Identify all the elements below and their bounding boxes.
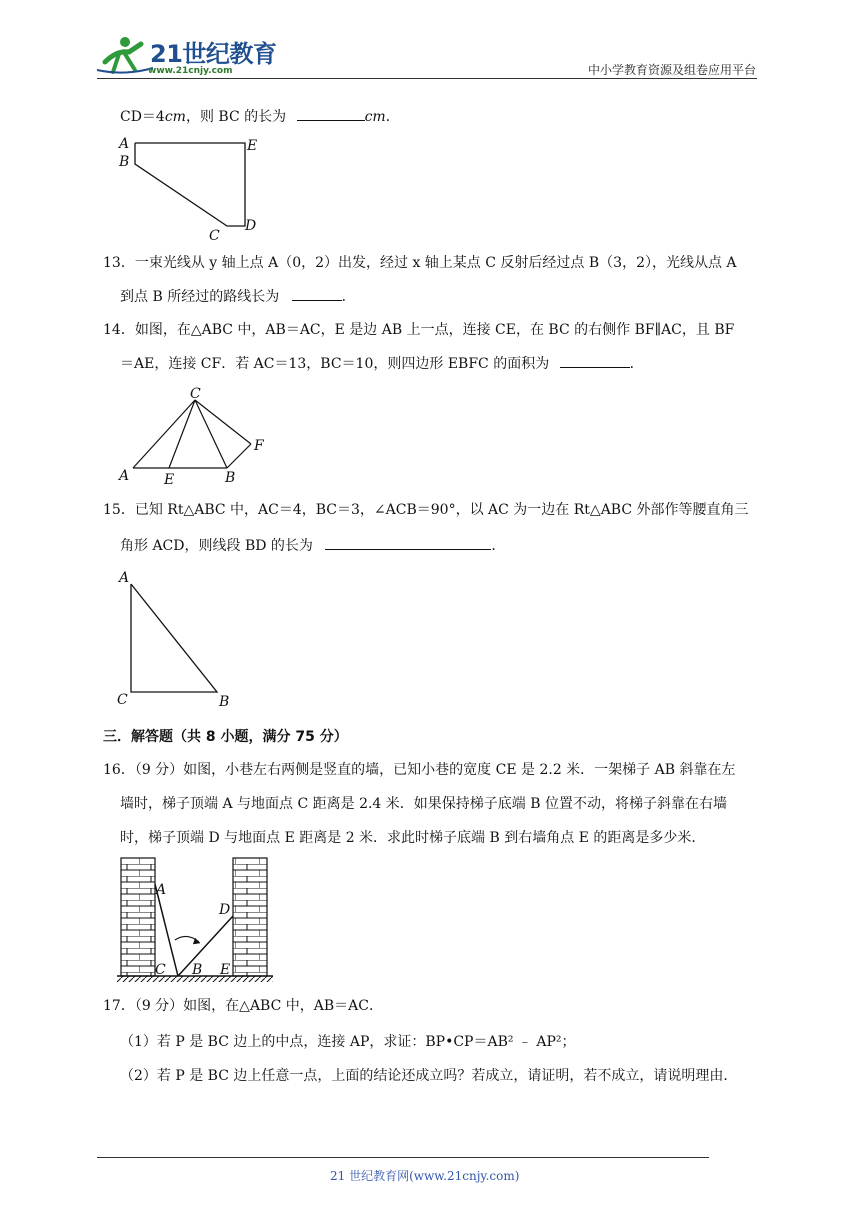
- q17-part2: （2）若 P 是 BC 边上任意一点，上面的结论还成立吗？若成立，请证明，若不成立，请说明理由．: [120, 1068, 738, 1084]
- q15-label-a: A: [119, 570, 130, 586]
- q15-answer-blank[interactable]: [325, 535, 491, 550]
- platform-name: 中小学教育资源及组卷应用平台: [587, 63, 756, 77]
- q16-line2: 墙时，梯子顶端 A 与地面点 C 距离是 2.4 米．如果保持梯子底端 B 位置不动，将梯子斜靠在右墙: [120, 796, 727, 812]
- q15-line1: [103, 500, 749, 520]
- q15-text2: 角形 ACD，则线段 BD 的长为: [120, 538, 313, 554]
- q17-text1: （9 分）如图，在△ABC 中，AB＝AC．: [134, 998, 383, 1014]
- q12-label-e: E: [247, 138, 258, 154]
- q15-label-b: B: [219, 694, 230, 710]
- q15-figure: [113, 566, 243, 710]
- logo-text: 21世纪教育: [150, 40, 277, 68]
- q14-text2: ＝AE，连接 CF．若 AC＝13，BC＝10，则四边形 EBFC 的面积为: [120, 356, 550, 372]
- q17-part1: （1）若 P 是 BC 边上的中点，连接 AP，求证：BP•CP＝AB² ﹣ AP²；: [120, 1034, 576, 1050]
- q12-figure: [115, 134, 265, 244]
- logo-url: www.21cnjy.com: [148, 66, 233, 76]
- q14-end: ．: [629, 356, 644, 372]
- q14-label-a: A: [119, 468, 130, 484]
- q15-line2: [120, 535, 505, 556]
- q16-label-b: B: [192, 962, 203, 978]
- q13-line2: [120, 286, 356, 307]
- q16-number: 16．: [103, 762, 135, 778]
- q14-label-f: F: [254, 438, 264, 454]
- q12-label-a: A: [119, 136, 130, 152]
- section3-title: 三．解答题（共 8 小题，满分 75 分）: [103, 729, 348, 745]
- header-divider: [97, 78, 757, 79]
- q13-number: 13．: [103, 255, 135, 271]
- q16-label-e: E: [220, 962, 231, 978]
- runner-logo-icon: [95, 32, 155, 76]
- q16-label-d: D: [219, 902, 231, 918]
- q14-label-e: E: [164, 472, 175, 488]
- q14-line1: [103, 320, 734, 340]
- q12-label-d: D: [245, 218, 257, 234]
- q17-number: 17．: [103, 998, 135, 1014]
- q12-label-c: C: [209, 228, 220, 244]
- q16-line3: 时，梯子顶端 D 与地面点 E 距离是 2 米．求此时梯子底端 B 到右墙角点 E 的距离是多少米．: [120, 830, 706, 846]
- q16-line1: [103, 760, 735, 780]
- footer-text: 21 世纪教育网(www.21cnjy.com): [330, 1169, 520, 1183]
- q12-label-b: B: [119, 154, 130, 170]
- q16-label-a: A: [156, 882, 167, 898]
- q13-line1: [103, 253, 737, 273]
- q15-end: ．: [491, 538, 506, 554]
- q12-prefix: CD＝4: [120, 109, 165, 125]
- q16-figure: [115, 852, 275, 988]
- q15-text1: 已知 Rt△ABC 中，AC＝4，BC＝3，∠ACB＝90°，以 AC 为一边在 Rt△ABC 外部作等腰直角三: [134, 502, 749, 518]
- q13-answer-blank[interactable]: [292, 286, 342, 301]
- q13-end: ．: [341, 289, 356, 305]
- footer-divider: [97, 1157, 709, 1158]
- q14-line2: [120, 353, 644, 374]
- q12-end: ．: [385, 109, 400, 125]
- q14-label-c: C: [190, 386, 201, 402]
- q14-answer-blank[interactable]: [560, 353, 630, 368]
- q12-answer-blank[interactable]: [297, 106, 365, 121]
- q15-number: 15．: [103, 502, 135, 518]
- q15-label-c: C: [117, 692, 128, 708]
- q13-text1: 一束光线从 y 轴上点 A（0，2）出发，经过 x 轴上某点 C 反射后经过点 B（3，2），光线从点 A: [134, 255, 737, 271]
- q16-text1: （9 分）如图，小巷左右两侧是竖直的墙，已知小巷的宽度 CE 是 2.2 米．一架梯子 AB 斜靠在左: [134, 762, 736, 778]
- q12-unit2: cm: [364, 109, 386, 125]
- q12-unit1: cm: [164, 109, 186, 125]
- q14-figure: [115, 384, 275, 490]
- q14-number: 14．: [103, 322, 135, 338]
- q16-label-c: C: [155, 962, 166, 978]
- q12-tail: [120, 106, 400, 127]
- q14-text1: 如图，在△ABC 中，AB＝AC，E 是边 AB 上一点，连接 CE，在 BC 的右侧作 BF∥AC，且 BF: [134, 322, 735, 338]
- q13-text2: 到点 B 所经过的路线长为: [120, 289, 280, 305]
- q14-label-b: B: [225, 470, 236, 486]
- q17-line1: [103, 996, 383, 1016]
- q12-mid: ，则 BC 的长为: [185, 109, 287, 125]
